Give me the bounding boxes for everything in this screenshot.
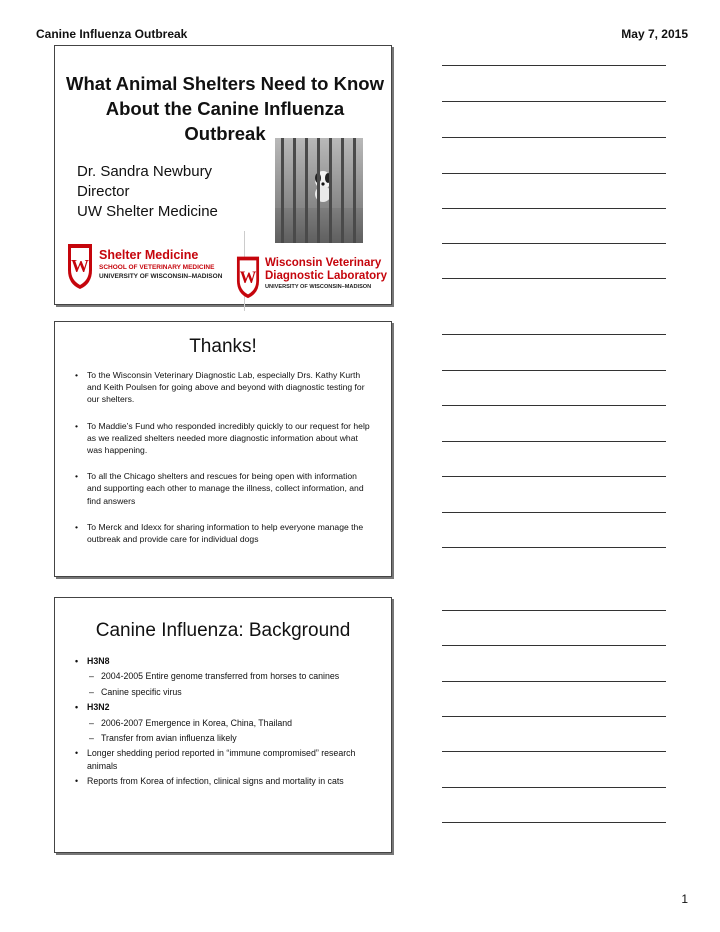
background-list xyxy=(73,655,373,788)
list-item: • To the Wisconsin Veterinary Diagnostic Lab, especially Drs. Kathy Kurth and Keith Poulsen for going above and beyond with diagnostic testing for our shelters. xyxy=(73,369,373,406)
note-line xyxy=(442,716,666,717)
slide-background xyxy=(54,597,392,853)
slide-title-page xyxy=(54,45,392,305)
thanks-list xyxy=(73,369,373,545)
note-line xyxy=(442,787,666,788)
list-item: • H3N2 xyxy=(73,701,373,713)
slide-thanks xyxy=(54,321,392,577)
logo1-line1: SCHOOL OF VETERINARY MEDICINE xyxy=(99,264,215,271)
kennel-dog-photo xyxy=(275,138,363,243)
list-item: • Longer shedding period reported in “immune compromised” research animals xyxy=(73,747,373,772)
presenter-role: Director xyxy=(77,183,130,200)
note-line xyxy=(442,645,666,646)
note-line xyxy=(442,751,666,752)
note-line xyxy=(442,370,666,371)
logo1-name: Shelter Medicine xyxy=(99,248,199,262)
list-item: • To Maddie’s Fund who responded incredibly quickly to our request for help as we realized shelters needed more diagnostic information about what was happening. xyxy=(73,420,373,457)
sub-list-item: – Transfer from avian influenza likely xyxy=(73,732,373,744)
note-line xyxy=(442,137,666,138)
logo1-line2: UNIVERSITY OF WISCONSIN–MADISON xyxy=(99,273,223,280)
presenter-block xyxy=(77,162,218,222)
sub-list-item: – 2006-2007 Emergence in Korea, China, Thailand xyxy=(73,717,373,729)
note-line xyxy=(442,208,666,209)
logo2-name2: Diagnostic Laboratory xyxy=(265,270,388,282)
slide-title: Canine Influenza: Background xyxy=(95,620,351,641)
presenter-org: UW Shelter Medicine xyxy=(77,203,218,220)
uw-crest-icon xyxy=(235,253,261,299)
note-line xyxy=(442,476,666,477)
uw-crest-icon xyxy=(67,240,93,290)
note-line xyxy=(442,65,666,66)
note-line xyxy=(442,405,666,406)
note-line xyxy=(442,681,666,682)
note-line xyxy=(442,243,666,244)
list-item: • Reports from Korea of infection, clinical signs and mortality in cats xyxy=(73,775,373,787)
page-header-date: May 7, 2015 xyxy=(621,27,688,41)
page-header-title: Canine Influenza Outbreak xyxy=(36,27,188,41)
note-line xyxy=(442,610,666,611)
presenter-name: Dr. Sandra Newbury xyxy=(77,163,213,180)
note-line xyxy=(442,441,666,442)
list-item: • To Merck and Idexx for sharing information to help everyone manage the outbreak and provide care for individual dogs xyxy=(73,521,373,545)
logo2-name1: Wisconsin Veterinary xyxy=(265,257,382,269)
sub-list-item: – Canine specific virus xyxy=(73,686,373,698)
slide-title: What Animal Shelters Need to Know About the Canine Influenza Outbreak xyxy=(66,73,384,144)
note-line xyxy=(442,547,666,548)
list-item: • To all the Chicago shelters and rescues for being open with information and supporting each other to manage the illness, collect information, and find answers xyxy=(73,470,373,507)
logo2-line: UNIVERSITY OF WISCONSIN–MADISON xyxy=(265,284,372,290)
note-line xyxy=(442,173,666,174)
note-line xyxy=(442,334,666,335)
svg-text:W: W xyxy=(71,256,89,276)
note-line xyxy=(442,512,666,513)
note-line xyxy=(442,822,666,823)
list-item: • H3N8 xyxy=(73,655,373,667)
page-number: 1 xyxy=(681,892,688,906)
note-line xyxy=(442,101,666,102)
sub-list-item: – 2004-2005 Entire genome transferred from horses to canines xyxy=(73,670,373,682)
slide-title: Thanks! xyxy=(189,336,257,357)
note-line xyxy=(442,278,666,279)
svg-text:W: W xyxy=(239,267,257,287)
